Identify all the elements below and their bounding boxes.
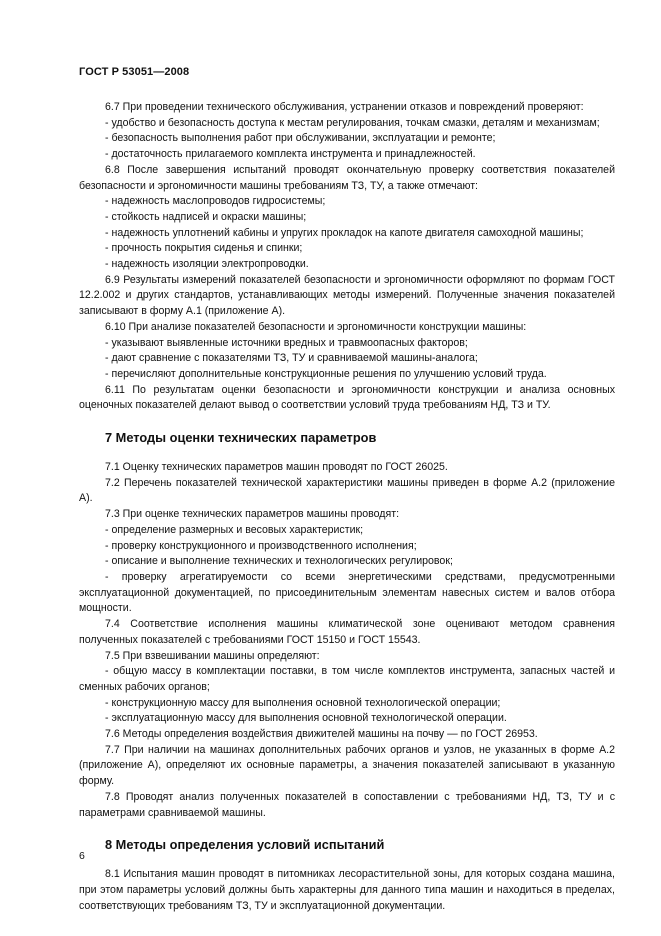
list-item: - прочность покрытия сиденья и спинки; (105, 242, 303, 255)
paragraph-7-4: 7.4 Соответствие исполнения машины климатической зоне оценивают методом сравнения полученных показателей с требованиями ГОСТ 15150 и ГОСТ 15543. (79, 618, 615, 646)
list-item: - указывают выявленные источники вредных и травмоопасных факторов; (105, 336, 468, 349)
paragraph-7-3: 7.3 При оценке технических параметров машины проводят: (105, 508, 400, 521)
section-8-heading: 8 Методы определения условий испытаний (105, 837, 385, 853)
paragraph-7-1: 7.1 Оценку технических параметров машин проводят по ГОСТ 26025. (105, 461, 448, 474)
paragraph-6-10: 6.10 При анализе показателей безопасности и эргономичности конструкции машины: (105, 320, 527, 333)
list-item: - эксплуатационную массу для выполнения основной технологической операции. (105, 712, 507, 725)
list-item: - удобство и безопасность доступа к местам регулирования, точкам смазки, деталям и механизмам; (105, 116, 600, 129)
page-number: 6 (79, 850, 85, 862)
list-item: - перечисляют дополнительные конструкционные решения по улучшению условий труда. (105, 367, 547, 380)
list-item: - безопасность выполнения работ при обслуживании, эксплуатации и ремонте; (105, 132, 496, 145)
paragraph-7-8: 7.8 Проводят анализ полученных показателей в сопоставлении с требованиями НД, ТЗ, ТУ и с параметрами сравниваемой машины. (79, 790, 615, 819)
document-header: ГОСТ Р 53051—2008 (79, 66, 190, 78)
paragraph-7-6: 7.6 Методы определения воздействия движителей машины на почву — по ГОСТ 26953. (105, 728, 538, 741)
paragraph-6-11: 6.11 По результатам оценки безопасности и эргономичности конструкции и анализа основных оценочных показателей делают вывод о соответствии условий труда требованиям НД, ТЗ и ТУ. (79, 383, 615, 412)
list-item: - конструкционную массу для выполнения основной технологической операции; (105, 696, 501, 709)
paragraph-7-2: 7.2 Перечень показателей технической характеристики машины приведен в форме А.2 (приложение А). (79, 476, 615, 505)
paragraph-6-8: 6.8 После завершения испытаний проводят окончательную проверку соответствия показателей безопасности и эргономичности машины требованиям ТЗ, ТУ, а также отмечают: (79, 163, 615, 192)
list-item: - дают сравнение с показателями ТЗ, ТУ и сравниваемой машины-аналога; (105, 352, 478, 365)
list-item: - достаточность прилагаемого комплекта инструмента и принадлежностей. (105, 148, 476, 161)
document-body (79, 100, 615, 914)
paragraph-6-9: 6.9 Результаты измерений показателей безопасности и эргономичности оформляют по формам ГОСТ 12.2.002 и других стандартов, устанавливающих методы измерений. Полученные значения показателей записывают в форму А.1 (приложение А). (79, 273, 615, 318)
list-item: - общую массу в комплектации поставки, в том числе комплектов инструмента, запасных частей и сменных рабочих органов; (79, 665, 615, 693)
list-item: - надежность уплотнений кабины и упругих прокладок на капоте двигателя самоходной машины; (105, 226, 584, 239)
paragraph-7-7: 7.7 При наличии на машинах дополнительных рабочих органов и узлов, не указанных в форме А.2 (приложение А), определяют их основные параметры, а значения показателей записывают в указанную форму. (79, 743, 615, 788)
list-item: - описание и выполнение технических и технологических регулировок; (105, 555, 453, 568)
list-item: - определение размерных и весовых характеристик; (105, 523, 364, 536)
paragraph-7-5: 7.5 При взвешивании машины определяют: (105, 649, 320, 662)
list-item: - надежность маслопроводов гидросистемы; (105, 195, 326, 208)
list-item: - стойкость надписей и окраски машины; (105, 210, 307, 223)
list-item: - надежность изоляции электропроводки. (105, 258, 309, 271)
list-item: - проверку конструкционного и производственного исполнения; (105, 539, 417, 552)
list-item: - проверку агрегатируемости со всеми энергетическими средствами, предусмотренными эксплуатационной документацией, по присоединительным элементам навесных систем и валов отбора мощности. (79, 570, 615, 615)
section-7-heading: 7 Методы оценки технических параметров (105, 430, 377, 446)
paragraph-8-1: 8.1 Испытания машин проводят в питомниках лесорастительной зоны, для которых создана машина, при этом параметры условий должны быть характерны для данного типа машин и находиться в пределах, соответствующих требованиям ТЗ, ТУ и эксплуатационной документации. (79, 868, 615, 912)
paragraph-6-7: 6.7 При проведении технического обслуживания, устранении отказов и повреждений проверяют: (105, 101, 584, 113)
